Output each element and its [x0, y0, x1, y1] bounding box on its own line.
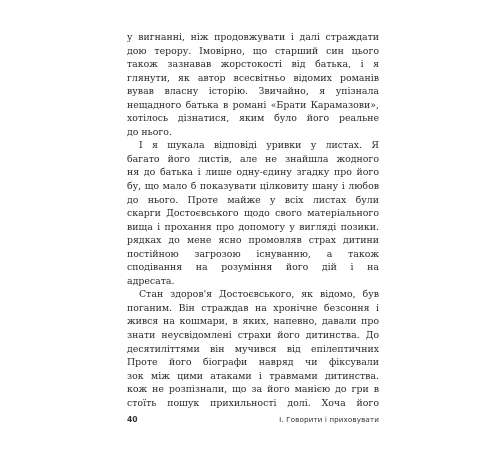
text-line: Стан здоров'я Достоєвського, як відомо, був	[139, 289, 379, 301]
text-line: зок між цими атаками і травмами дитинства.	[127, 370, 379, 382]
text-line: у вигнанні, ніж продовжувати і далі страждати	[127, 32, 379, 43]
text-line: бу, що мало б показувати цілковиту шану і любов	[127, 181, 379, 193]
page-footer	[127, 415, 379, 427]
text-line: також зазнавав жорстокості від батька, і я	[127, 59, 379, 71]
text-line: сподівання на розуміння його дій і на	[127, 262, 379, 274]
text-line: стоїть пошук прихильності долі. Хоча його	[127, 397, 379, 409]
text-line: рядках до мене ясно промовляв страх дитини	[127, 235, 379, 247]
text-line: адресата.	[127, 275, 175, 287]
text-line: десятиліттями він мучився від епілептичних	[127, 343, 379, 355]
text-line: кож не розпізнали, що за його манією до гри в	[127, 384, 379, 396]
text-line: багато його листів, але не знайшла жодного	[127, 153, 379, 165]
text-line: Проте його біографи навряд чи фіксували	[127, 357, 379, 369]
text-line: скарги Достоєвського щодо свого матеріального	[127, 208, 379, 220]
text-line: ня до батька і лише одну-єдину згадку про його	[127, 167, 379, 179]
text-line: хотілось дізнатися, яким було його реальне	[127, 113, 379, 125]
text-line: дою терору. Імовірно, що старший син цього	[127, 45, 379, 57]
text-line: до нього. Проте майже у всіх листах були	[127, 194, 379, 206]
text-line: знати неусвідомлені страхи його дитинства. До	[127, 330, 379, 342]
page-number: 40	[127, 415, 138, 424]
text-line: постійною загрозою існуванню, а також	[127, 248, 379, 260]
text-line: глянути, як автор всесвітньо відомих романів	[127, 72, 379, 84]
text-line: жився на кошмари, в яких, напевно, давали про	[127, 316, 379, 328]
running-head: І. Говорити і приховувати	[279, 415, 379, 424]
text-line: І я шукала відповіді уривки у листах. Я	[139, 140, 379, 152]
body-text	[127, 31, 379, 410]
text-line: до нього.	[127, 126, 172, 138]
text-line: вував власну історію. Звичайно, я упізнала	[127, 86, 379, 98]
text-line: нещадного батька в романі «Брати Карамазови»,	[127, 99, 379, 111]
text-line: поганим. Він страждав на хронічне безсоння і	[127, 302, 379, 314]
text-line: вища і прохання про допомогу у вигляді позики.	[127, 221, 379, 233]
